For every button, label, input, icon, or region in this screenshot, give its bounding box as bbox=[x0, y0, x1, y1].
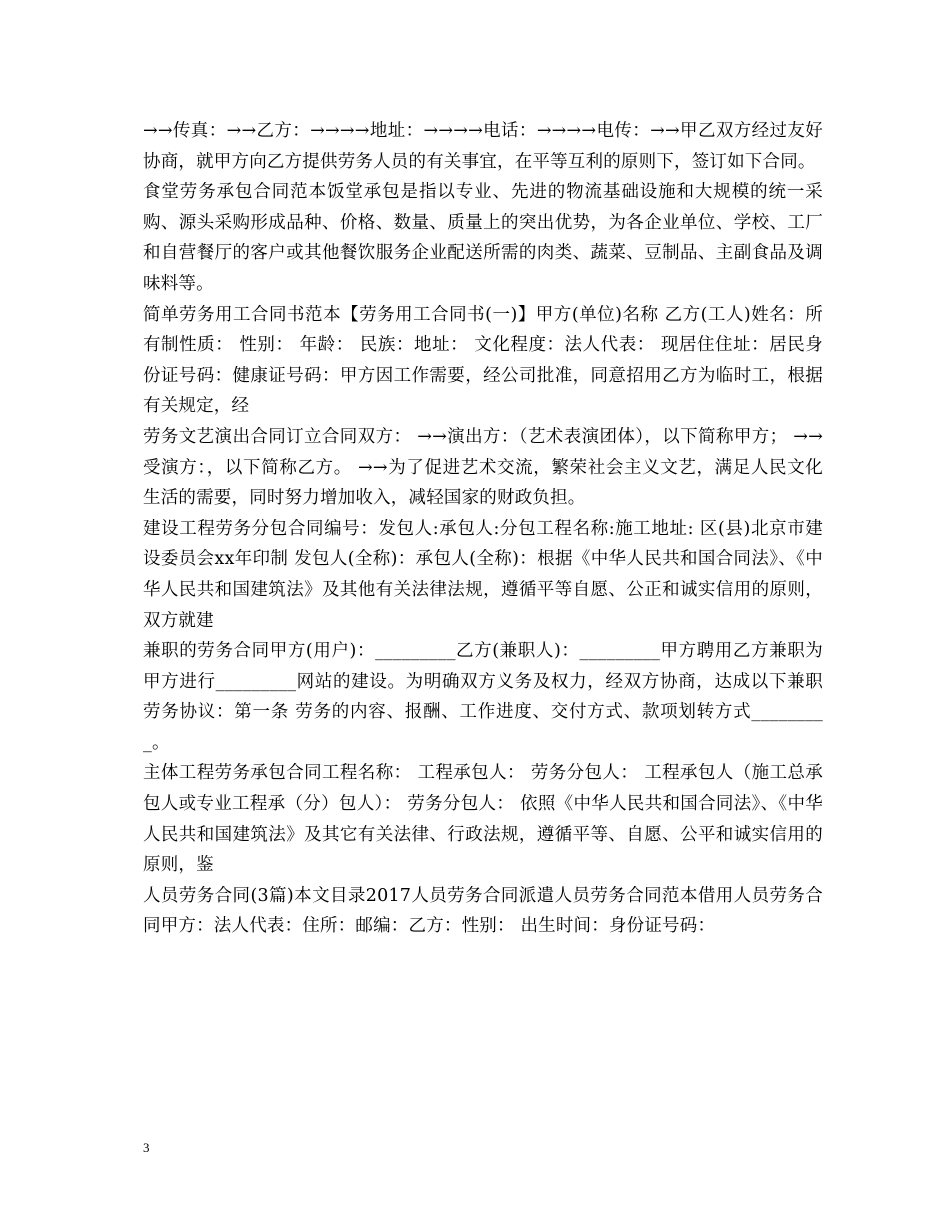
document-body bbox=[143, 116, 823, 942]
paragraph-personnel-contract: 人员劳务合同(3篇)本文目录2017人员劳务合同派遣人员劳务合同范本借用人员劳务合同甲方：法人代表：住所：邮编：乙方：性别： 出生时间：身份证号码： bbox=[143, 885, 823, 937]
page-number: 3 bbox=[143, 1140, 150, 1155]
paragraph-fax-intro: →→传真：→→乙方：→→→→地址：→→→→电话：→→→→电传：→→甲乙双方经过友好协商，就甲方向乙方提供劳务人员的有关事宜，在平等互利的原则下，签订如下合同。 bbox=[143, 121, 823, 172]
paragraph-construction-subcontract: 建设工程劳务分包合同编号：发包人:承包人:分包工程名称:施工地址: 区(县)北京市建设委员会xx年印制 发包人(全称)：承包人(全称)：根据《中华人民共和国合同法》、《中华人民共和国建筑法》及其他有关法律法规，遵循平等自愿、公正和诚实信用的原则，双方就建 bbox=[143, 518, 823, 631]
paragraph-performance-contract: 劳务文艺演出合同订立合同双方： →→演出方：（艺术表演团体），以下简称甲方； →→受演方：，以下简称乙方。 →→为了促进艺术交流，繁荣社会主义文艺，满足人民文化生活的需要，同时努力增加收入，减轻国家的财政负担。 bbox=[143, 426, 823, 509]
paragraph-canteen-contract: 食堂劳务承包合同范本饭堂承包是指以专业、先进的物流基础设施和大规模的统一采购、源头采购形成品种、价格、数量、质量上的突出优势，为各企业单位、学校、工厂和自营餐厅的客户或其他餐饮服务企业配送所需的肉类、蔬菜、豆制品、主副食品及调味料等。 bbox=[143, 182, 823, 294]
paragraph-main-project-contract: 主体工程劳务承包合同工程名称： 工程承包人： 劳务分包人： 工程承包人（施工总承包人或专业工程承（分）包人）： 劳务分包人： 依照《中华人民共和国合同法》、《中华人民共和国建筑法》及其它有关法律、行政法规，遵循平等、自愿、公平和诚实信用的原则，鉴 bbox=[143, 763, 823, 876]
paragraph-simple-labor-contract: 简单劳务用工合同书范本【劳务用工合同书(一)】甲方(单位)名称 乙方(工人)姓名：所有制性质： 性别： 年龄： 民族：地址： 文化程度：法人代表： 现居住住址：居民身份证号码：健康证号码：甲方因工作需要，经公司批准，同意招用乙方为临时工，根据有关规定，经 bbox=[143, 304, 823, 417]
paragraph-part-time-contract: 兼职的劳务合同甲方(用户)：_________乙方(兼职人)：_________甲方聘用乙方兼职为甲方进行_________网站的建设。为明确双方义务及权力，经双方协商，达成以下兼职劳务协议：第一条 劳务的内容、报酬、工作进度、交付方式、款项划转方式_________。 bbox=[143, 641, 823, 753]
